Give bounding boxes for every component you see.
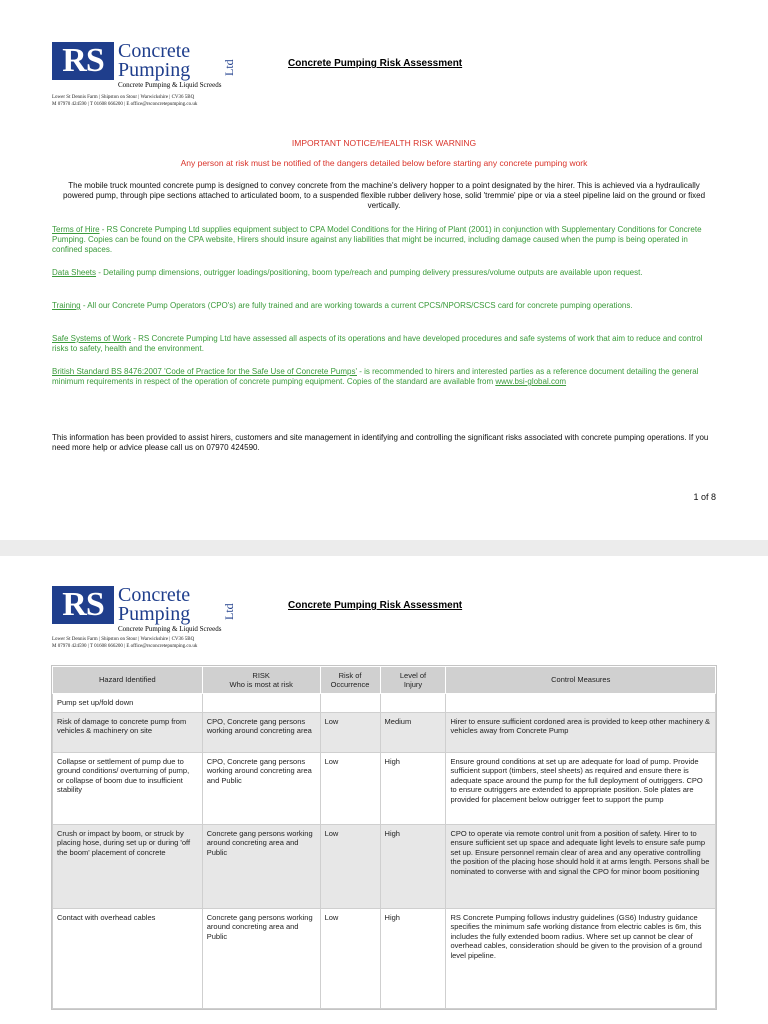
header-control: Control Measures <box>446 667 716 694</box>
british-standard-text: - is recommended to hirers and interested parties as a reference document detailing the general minimum requirements in respect of the operation of concrete pumping equipment. Copies of the standard are available from <box>52 367 699 386</box>
logo-ltd: Ltd <box>222 59 236 76</box>
header-risk <box>202 667 320 694</box>
risk-cell: Concrete gang persons working around concreting area and Public <box>202 908 320 1008</box>
training-link[interactable]: Training <box>52 301 81 310</box>
hazard-cell: Crush or impact by boom, or struck by placing hose, during set up or during 'off the boom' placement of concrete <box>53 824 203 908</box>
empty-cell <box>380 694 446 713</box>
logo-ltd: Ltd <box>222 603 236 620</box>
injury-cell: High <box>380 752 446 824</box>
control-cell: RS Concrete Pumping follows industry guidelines (GS6) Industry guidance specifies the minimum safe working distance from electric cables is 6m, this includes the fully extended boom radius. Where set up cannot be clear of overhead cables, consideration should be given to the provision of a ground level pipeline. <box>446 908 716 1008</box>
address-line2: M 07970 424590 | T 01608 666200 | E office@rsconcretepumping.co.uk <box>52 644 198 649</box>
hazard-cell: Risk of damage to concrete pump from vehicles & machinery on site <box>53 712 203 752</box>
risk-cell: CPO, Concrete gang persons working around concreting area and Public <box>202 752 320 824</box>
company-address <box>52 636 197 650</box>
control-cell: Ensure ground conditions at set up are adequate for load of pump. Provide sufficient support (timbers, steel sheets) as required and ensure there is adequate space around the pump for the full deployment of outriggers. CPO to ensure outriggers are extended to appropriate position. Sole plates are provided for placement below outrigger feet to support the pump <box>446 752 716 824</box>
risk-assessment-table <box>52 666 716 1009</box>
safe-systems-text: - RS Concrete Pumping Ltd have assessed all aspects of its operations and have developed procedures and safe systems of work that aim to reduce and control risks to safety, health and the environment. <box>52 334 703 353</box>
datasheets-text: - Detailing pump dimensions, outrigger loadings/positioning, boom type/reach and pumping delivery pressures/volume outputs are available upon request. <box>96 268 643 277</box>
page-title: Concrete Pumping Risk Assessment <box>288 58 463 69</box>
british-standard-link[interactable]: British Standard BS 8476:2007 'Code of Practice for the Safe Use of Concrete Pumps' <box>52 367 357 376</box>
header-risk-line2: Who is most at risk <box>229 680 293 689</box>
hazard-cell: Collapse or settlement of pump due to ground conditions/ overturning of pump, or collapse of boom due to insufficient stability <box>53 752 203 824</box>
terms-link[interactable]: Terms of Hire <box>52 225 100 234</box>
logo-line1: Concrete <box>118 584 191 606</box>
logo-line1: Concrete <box>118 40 191 62</box>
header-risk-line1: RISK <box>252 670 270 680</box>
hazard-cell: Contact with overhead cables <box>53 908 203 1008</box>
header-occurrence-line2: Occurrence <box>330 680 370 689</box>
occurrence-cell: Low <box>320 824 380 908</box>
training-paragraph <box>52 301 716 311</box>
british-standard-paragraph <box>52 367 716 387</box>
risk-cell: CPO, Concrete gang persons working around concreting area <box>202 712 320 752</box>
section-label: Pump set up/fold down <box>53 694 203 713</box>
intro-paragraph: The mobile truck mounted concrete pump is designed to convey concrete from the machine's delivery hopper to a point designated by the hirer. This is achieved via a hydraulically powered pump, through pipe sections attached to articulated boom, to a suspended flexible rubber delivery hose, solid 'tremmie' pipe or via a steel pipeline laid on the ground or fixed vertically. <box>62 181 706 210</box>
address-line1: Lower St Dennis Farm | Shipston on Stour | Warwickshire | CV36 5BQ <box>52 637 195 642</box>
table-row <box>53 752 716 824</box>
training-text: - All our Concrete Pump Operators (CPO's) are fully trained and are working towards a current CPCS/NPORS/CSCS card for concrete pumping operations. <box>80 301 633 310</box>
control-cell: Hirer to ensure sufficient cordoned area is provided to keep other machinery & vehicles away from Concrete Pump <box>446 712 716 752</box>
logo-line2: Pumping <box>118 603 191 625</box>
company-logo <box>52 584 236 633</box>
control-cell: CPO to operate via remote control unit from a position of safety. Hirer to to ensure sufficient set up space and adequate light levels to ensure safe pump set up. Ensure personnel remain clear of area and any operative controlling the position of the placing hose should hold it at arms length. Persons shall be nominated to converse with and signal the CPO for minor boom positioning <box>446 824 716 908</box>
closing-paragraph: This information has been provided to assist hirers, customers and site management in identifying and controlling the significant risks associated with concrete pumping operations. If you need more help or advice please call us on 07970 424590. <box>52 433 709 452</box>
logo-tagline: Concrete Pumping & Liquid Screeds <box>118 81 222 89</box>
address-line2: M 07970 424590 | T 01608 666200 | E office@rsconcretepumping.co.uk <box>52 102 198 107</box>
header-occurrence <box>320 667 380 694</box>
bsi-url-link[interactable]: www.bsi-global.com <box>495 377 567 386</box>
table-row <box>53 908 716 1008</box>
terms-text: - RS Concrete Pumping Ltd supplies equipment subject to CPA Model Conditions for the Hiring of Plant (2001) in conjunction with Supplementary Conditions for Concrete Pumping. Copies can be found on the CPA website, Hirers should insure against any liabilities that might be incurred, including damage caused when the pump is being operated in confined spaces. <box>52 225 702 254</box>
empty-cell <box>202 694 320 713</box>
company-logo <box>52 40 236 89</box>
injury-cell: Medium <box>380 712 446 752</box>
safe-systems-link[interactable]: Safe Systems of Work <box>52 334 131 343</box>
notice-subtitle: Any person at risk must be notified of the dangers detailed below before starting any concrete pumping work <box>180 158 588 168</box>
header-injury <box>380 667 446 694</box>
page-title: Concrete Pumping Risk Assessment <box>288 600 463 611</box>
logo-initials: RS <box>52 42 114 80</box>
table-row <box>53 824 716 908</box>
document-page-2 <box>0 556 768 1024</box>
table-section-row <box>53 694 716 713</box>
table-row <box>53 712 716 752</box>
logo-line2: Pumping <box>118 59 191 81</box>
empty-cell <box>446 694 716 713</box>
datasheets-link[interactable]: Data Sheets <box>52 268 97 277</box>
address-line1: Lower St Dennis Farm | Shipston on Stour | Warwickshire | CV36 5BQ <box>52 95 195 100</box>
logo-tagline: Concrete Pumping & Liquid Screeds <box>118 625 222 633</box>
safe-systems-paragraph <box>52 334 716 354</box>
empty-cell <box>320 694 380 713</box>
injury-cell: High <box>380 824 446 908</box>
company-address <box>52 94 197 108</box>
risk-cell: Concrete gang persons working around concreting area and Public <box>202 824 320 908</box>
table-header-row <box>53 667 716 694</box>
terms-paragraph <box>52 225 716 255</box>
datasheets-paragraph <box>52 268 716 278</box>
page-number: 1 of 8 <box>693 492 716 502</box>
injury-cell: High <box>380 908 446 1008</box>
occurrence-cell: Low <box>320 908 380 1008</box>
header-injury-line2: Injury <box>403 680 423 689</box>
occurrence-cell: Low <box>320 712 380 752</box>
header-injury-line1: Level of <box>399 670 427 680</box>
header-hazard: Hazard Identified <box>53 667 203 694</box>
header-occurrence-line1: Risk of <box>338 670 362 680</box>
logo-initials: RS <box>52 586 114 624</box>
notice-title: IMPORTANT NOTICE/HEALTH RISK WARNING <box>291 138 477 148</box>
occurrence-cell: Low <box>320 752 380 824</box>
